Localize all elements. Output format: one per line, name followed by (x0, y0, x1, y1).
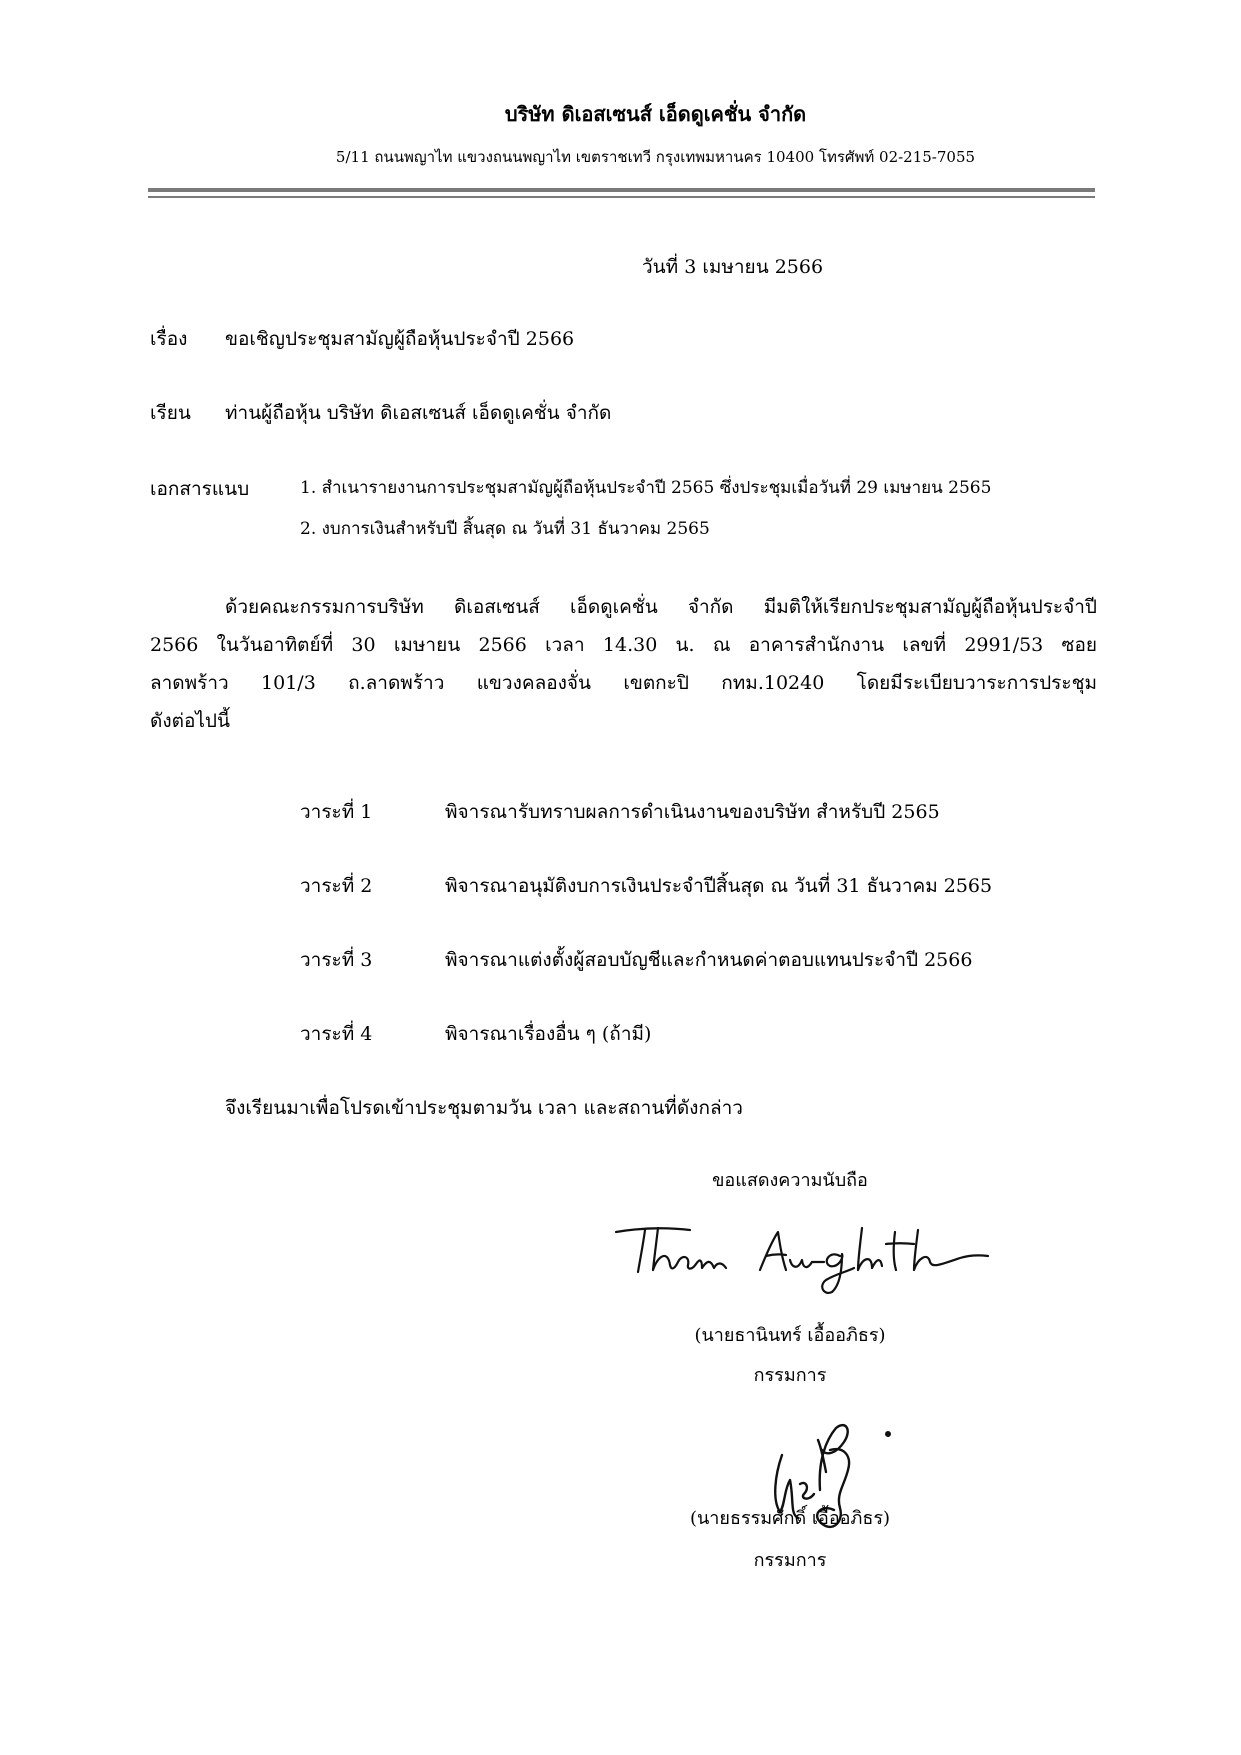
signatory-2-title: กรรมการ (753, 1550, 827, 1571)
company-name: บริษัท ดิเอสเซนส์ เอ็ดดูเคชั่น จำกัด (504, 102, 807, 126)
body-paragraph (150, 588, 1097, 740)
body-line: ดังต่อไปนี้ (150, 710, 230, 732)
agenda-text: พิจารณารับทราบผลการดำเนินงานของบริษัท สำหรับปี 2565 (445, 801, 940, 823)
subject-label: เรื่อง (150, 328, 188, 350)
signatory-1-title: กรรมการ (753, 1365, 827, 1386)
recipient-label: เรียน (150, 402, 191, 424)
agenda-text: พิจารณาอนุมัติงบการเงินประจำปีสิ้นสุด ณ วันที่ 31 ธันวาคม 2565 (445, 875, 993, 897)
company-address: 5/11 ถนนพญาไท แขวงถนนพญาไท เขตราชเทวี กรุงเทพมหานคร 10400 โทรศัพท์ 02-215-7055 (335, 148, 976, 166)
signature-dot (885, 1431, 891, 1437)
signatory-1-name: (นายธานินทร์ เอื้ออภิธร) (694, 1325, 886, 1346)
agenda-number: วาระที่ 1 (300, 801, 373, 823)
agenda-number: วาระที่ 4 (300, 1023, 373, 1045)
header-divider-thin (148, 196, 1095, 198)
recipient-text: ท่านผู้ถือหุ้น บริษัท ดิเอสเซนส์ เอ็ดดูเคชั่น จำกัด (225, 402, 612, 424)
body-line: ด้วยคณะกรรมการบริษัท ดิเอสเซนส์ เอ็ดดูเคชั่น จำกัด มีมติให้เรียกประชุมสามัญผู้ถือหุ้นประจำปี (225, 596, 1097, 618)
agenda-number: วาระที่ 2 (300, 875, 373, 897)
attachments-label: เอกสารแนบ (150, 478, 250, 500)
letter-date: วันที่ 3 เมษายน 2566 (642, 256, 824, 278)
regards-text: ขอแสดงความนับถือ (712, 1170, 868, 1191)
body-line: ลาดพร้าว 101/3 ถ.ลาดพร้าว แขวงคลองจั่น เขตกะปิ กทม.10240 โดยมีระเบียบวาระการประชุม (150, 672, 1097, 694)
subject-text: ขอเชิญประชุมสามัญผู้ถือหุ้นประจำปี 2566 (225, 328, 575, 350)
attachment-item-2: 2. งบการเงินสำหรับปี สิ้นสุด ณ วันที่ 31 ธันวาคม 2565 (300, 519, 710, 539)
agenda-text: พิจารณาแต่งตั้งผู้สอบบัญชีและกำหนดค่าตอบแทนประจำปี 2566 (445, 949, 973, 971)
attachment-item-1: 1. สำเนารายงานการประชุมสามัญผู้ถือหุ้นประจำปี 2565 ซึ่งประชุมเมื่อวันที่ 29 เมษายน 2565 (300, 478, 992, 498)
agenda-number: วาระที่ 3 (300, 949, 373, 971)
agenda-text: พิจารณาเรื่องอื่น ๆ (ถ้ามี) (445, 1023, 652, 1045)
header-divider-thick (148, 188, 1095, 192)
signatory-2-name: (นายธรรมศักดิ์ เอื้ออภิธร) (689, 1508, 891, 1529)
body-line: 2566 ในวันอาทิตย์ที่ 30 เมษายน 2566 เวลา 14.30 น. ณ อาคารสำนักงาน เลขที่ 2991/53 ซอย (150, 634, 1097, 656)
closing-text: จึงเรียนมาเพื่อโปรดเข้าประชุมตามวัน เวลา และสถานที่ดังกล่าว (225, 1097, 743, 1119)
signature-1 (610, 1210, 990, 1295)
